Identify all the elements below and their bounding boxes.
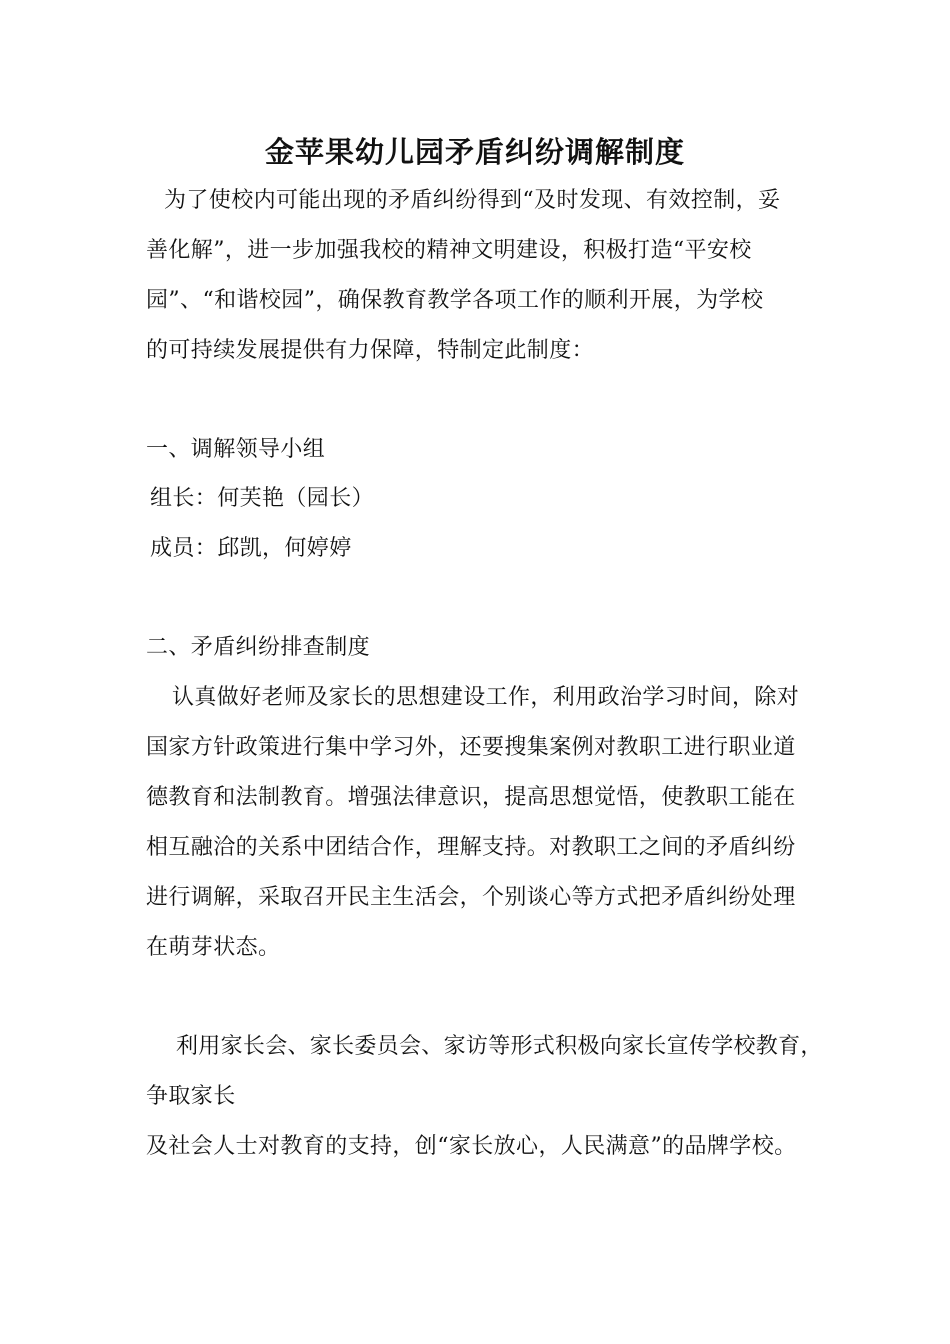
intro-line-1: 为了使校内可能出现的矛盾纠纷得到“及时发现、有效控制，妥 (164, 188, 781, 213)
group-leader: 组长：何芙艳（园长） (150, 486, 375, 511)
intro-line-2: 善化解”，进一步加强我校的精神文明建设，积极打造“平安校 (146, 238, 752, 263)
section2-paragraph1-line-4: 相互融洽的关系中团结合作，理解支持。对教职工之间的矛盾纠纷 (146, 835, 796, 860)
section2-heading: 二、矛盾纠纷排查制度 (146, 635, 371, 660)
section2-paragraph1-line-2: 国家方针政策进行集中学习外，还要搜集案例对教职工进行职业道 (146, 735, 796, 760)
section2-paragraph1-line-6: 在萌芽状态。 (146, 935, 281, 960)
intro-line-3: 园”、“和谐校园”，确保教育教学各项工作的顺利开展，为学校 (146, 288, 764, 313)
section1-heading: 一、调解领导小组 (146, 437, 326, 462)
section2-paragraph2-line-1: 利用家长会、家长委员会、家访等形式积极向家长宣传学校教育， (176, 1034, 823, 1059)
document-title: 金苹果幼儿园矛盾纠纷调解制度 (264, 135, 685, 169)
section2-paragraph1-line-3: 德教育和法制教育。增强法律意识，提高思想觉悟，使教职工能在 (146, 785, 796, 810)
group-members: 成员：邱凯，何婷婷 (150, 536, 352, 561)
section2-paragraph1-line-5: 进行调解，采取召开民主生活会，个别谈心等方式把矛盾纠纷处理 (146, 885, 796, 910)
section2-paragraph2-line-2: 争取家长 (146, 1084, 236, 1109)
section2-paragraph1-line-1: 认真做好老师及家长的思想建设工作，利用政治学习时间，除对 (172, 685, 800, 710)
intro-line-4: 的可持续发展提供有力保障，特制定此制度： (146, 338, 595, 363)
section2-paragraph2-line-3: 及社会人士对教育的支持，创“家长放心，人民满意”的品牌学校。 (146, 1134, 797, 1159)
